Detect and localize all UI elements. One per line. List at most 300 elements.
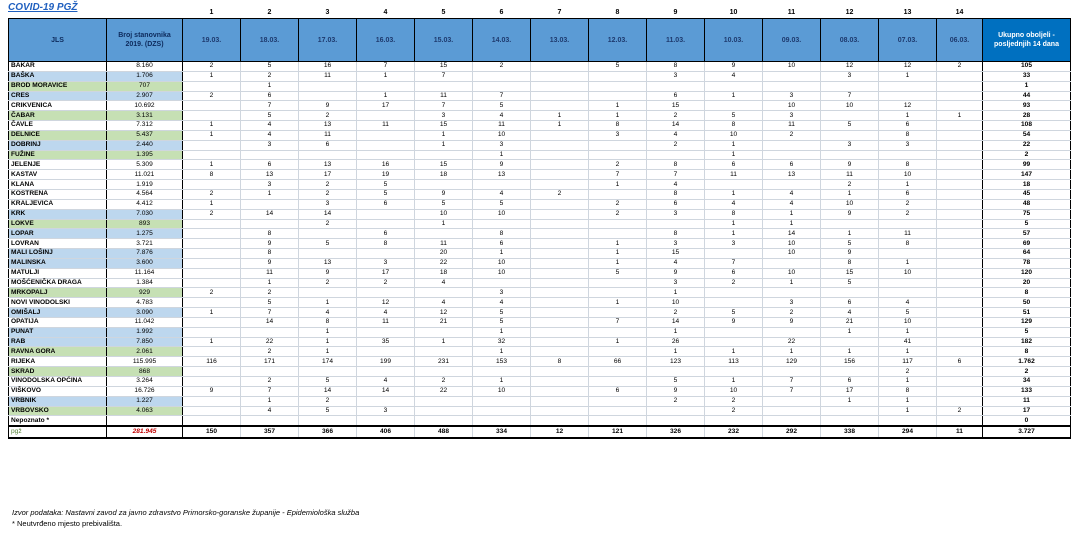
case-count-cell: 9 — [821, 249, 879, 259]
table-row — [9, 111, 1071, 121]
case-count-cell — [183, 396, 241, 406]
municipality-name: DELNICE — [9, 130, 107, 140]
case-count-cell: 3 — [705, 239, 763, 249]
case-count-cell: 14 — [357, 386, 415, 396]
case-count-cell — [531, 298, 589, 308]
case-count-cell — [589, 140, 647, 150]
case-count-cell: 2 — [241, 71, 299, 81]
table-row — [9, 406, 1071, 416]
case-count-cell — [531, 130, 589, 140]
case-count-cell — [531, 140, 589, 150]
population-cell — [107, 416, 183, 426]
table-row — [9, 180, 1071, 190]
case-count-cell: 15 — [415, 62, 473, 72]
case-count-cell — [357, 140, 415, 150]
case-count-cell: 4 — [473, 298, 531, 308]
case-count-cell: 13 — [473, 170, 531, 180]
case-count-cell — [879, 278, 937, 288]
case-count-cell: 1 — [821, 189, 879, 199]
case-count-cell: 7 — [763, 386, 821, 396]
case-count-cell — [937, 377, 983, 387]
case-count-cell — [415, 180, 473, 190]
population-cell: 10.692 — [107, 101, 183, 111]
case-count-cell: 2 — [937, 62, 983, 72]
column-number: 6 — [499, 8, 504, 16]
total-cell: 108 — [983, 121, 1071, 131]
case-count-cell: 3 — [415, 111, 473, 121]
municipality-name: SKRAD — [9, 367, 107, 377]
case-count-cell — [705, 288, 763, 298]
case-count-cell — [821, 130, 879, 140]
case-count-cell — [183, 347, 241, 357]
case-count-cell — [647, 81, 705, 91]
case-count-cell: 1 — [183, 130, 241, 140]
case-count-cell — [879, 91, 937, 101]
case-count-cell: 5 — [357, 180, 415, 190]
case-count-cell: 4 — [357, 377, 415, 387]
table-row — [9, 121, 1071, 131]
case-count-cell: 10 — [821, 199, 879, 209]
case-count-cell: 12 — [357, 298, 415, 308]
municipality-name: BAŠKA — [9, 71, 107, 81]
case-count-cell: 10 — [879, 317, 937, 327]
case-count-cell — [531, 71, 589, 81]
case-count-cell: 1 — [705, 150, 763, 160]
case-count-cell — [589, 189, 647, 199]
column-number: 2 — [267, 8, 272, 16]
population-cell: 115.995 — [107, 357, 183, 367]
case-count-cell: 231 — [415, 357, 473, 367]
case-count-cell: 4 — [705, 199, 763, 209]
case-count-cell: 1 — [879, 111, 937, 121]
case-count-cell — [299, 81, 357, 91]
population-cell: 4.783 — [107, 298, 183, 308]
case-count-cell — [705, 180, 763, 190]
case-count-cell — [937, 180, 983, 190]
case-count-cell: 5 — [821, 121, 879, 131]
case-count-cell — [473, 278, 531, 288]
case-count-cell: 6 — [705, 160, 763, 170]
case-count-cell: 2 — [183, 209, 241, 219]
case-count-cell: 1 — [415, 140, 473, 150]
case-count-cell: 7 — [647, 170, 705, 180]
total-cell: 69 — [983, 239, 1071, 249]
total-cell: 1 — [983, 81, 1071, 91]
case-count-cell: 11 — [763, 121, 821, 131]
case-count-cell — [183, 249, 241, 259]
case-count-cell — [589, 347, 647, 357]
case-count-cell: 10 — [473, 268, 531, 278]
case-count-cell: 1 — [299, 347, 357, 357]
case-count-cell — [821, 81, 879, 91]
case-count-cell — [183, 367, 241, 377]
case-count-cell: 5 — [647, 377, 705, 387]
case-count-cell: 5 — [473, 308, 531, 318]
case-count-cell: 10 — [473, 258, 531, 268]
case-count-cell — [589, 71, 647, 81]
sum-count-cell: 232 — [705, 426, 763, 438]
case-count-cell: 2 — [705, 396, 763, 406]
case-count-cell: 3 — [589, 130, 647, 140]
case-count-cell: 2 — [299, 219, 357, 229]
case-count-cell: 16 — [299, 62, 357, 72]
table-row — [9, 337, 1071, 347]
case-count-cell: 1 — [705, 219, 763, 229]
population-cell: 868 — [107, 367, 183, 377]
sum-count-cell: 406 — [357, 426, 415, 438]
municipality-name: VRBOVSKO — [9, 406, 107, 416]
case-count-cell: 1 — [183, 71, 241, 81]
case-count-cell — [589, 308, 647, 318]
table-row — [9, 347, 1071, 357]
case-count-cell: 171 — [241, 357, 299, 367]
case-count-cell — [183, 180, 241, 190]
case-count-cell — [937, 150, 983, 160]
case-count-cell — [705, 416, 763, 426]
total-cell: 105 — [983, 62, 1071, 72]
case-count-cell — [937, 91, 983, 101]
case-count-cell: 9 — [241, 258, 299, 268]
case-count-cell — [937, 229, 983, 239]
case-count-cell — [705, 327, 763, 337]
total-cell: 45 — [983, 189, 1071, 199]
case-count-cell: 11 — [473, 121, 531, 131]
case-count-cell: 2 — [241, 377, 299, 387]
case-count-cell — [183, 416, 241, 426]
case-count-cell: 2 — [589, 209, 647, 219]
municipality-name: CRES — [9, 91, 107, 101]
case-count-cell: 14 — [299, 386, 357, 396]
population-cell: 3.264 — [107, 377, 183, 387]
case-count-cell — [589, 416, 647, 426]
case-count-cell: 12 — [415, 308, 473, 318]
municipality-name: PUNAT — [9, 327, 107, 337]
case-count-cell: 11 — [821, 170, 879, 180]
case-count-cell — [763, 258, 821, 268]
case-count-cell — [937, 239, 983, 249]
case-count-cell: 10 — [879, 268, 937, 278]
case-count-cell — [937, 258, 983, 268]
case-count-cell — [763, 396, 821, 406]
case-count-cell: 1 — [183, 337, 241, 347]
case-count-cell: 17 — [821, 386, 879, 396]
case-count-cell: 13 — [763, 170, 821, 180]
case-count-cell: 3 — [299, 199, 357, 209]
sum-count-cell: 12 — [531, 426, 589, 438]
case-count-cell — [473, 71, 531, 81]
case-count-cell: 2 — [589, 199, 647, 209]
municipality-name: LOPAR — [9, 229, 107, 239]
total-cell: 5 — [983, 219, 1071, 229]
case-count-cell: 10 — [705, 386, 763, 396]
municipality-name: LOVRAN — [9, 239, 107, 249]
case-count-cell — [183, 229, 241, 239]
population-cell: 7.876 — [107, 249, 183, 259]
case-count-cell — [647, 367, 705, 377]
case-count-cell — [473, 396, 531, 406]
case-count-cell — [357, 416, 415, 426]
case-count-cell — [531, 268, 589, 278]
total-cell: 44 — [983, 91, 1071, 101]
column-number-row — [9, 7, 1071, 19]
case-count-cell: 5 — [705, 308, 763, 318]
case-count-cell: 6 — [241, 91, 299, 101]
case-count-cell — [531, 209, 589, 219]
case-count-cell: 3 — [647, 278, 705, 288]
case-count-cell: 5 — [299, 239, 357, 249]
case-count-cell — [357, 209, 415, 219]
case-count-cell: 5 — [821, 278, 879, 288]
case-count-cell: 11 — [705, 170, 763, 180]
case-count-cell — [937, 347, 983, 357]
case-count-cell: 6 — [879, 121, 937, 131]
case-count-cell: 1 — [473, 347, 531, 357]
case-count-cell: 9 — [183, 386, 241, 396]
case-count-cell — [937, 337, 983, 347]
case-count-cell — [415, 416, 473, 426]
municipality-name: NOVI VINODOLSKI — [9, 298, 107, 308]
case-count-cell: 8 — [647, 62, 705, 72]
case-count-cell: 9 — [299, 101, 357, 111]
case-count-cell — [763, 71, 821, 81]
sum-count-cell: 334 — [473, 426, 531, 438]
case-count-cell: 12 — [879, 101, 937, 111]
source-note: Izvor podataka: Nastavni zavod za javno zdravstvo Primorsko-goranske županije - Epidemiološka služba — [12, 508, 360, 517]
case-count-cell: 1 — [415, 337, 473, 347]
municipality-name: OPATIJA — [9, 317, 107, 327]
municipality-name: BROD MORAVICE — [9, 81, 107, 91]
case-count-cell — [879, 150, 937, 160]
table-row — [9, 229, 1071, 239]
total-cell: 120 — [983, 268, 1071, 278]
case-count-cell: 10 — [705, 130, 763, 140]
case-count-cell — [763, 81, 821, 91]
case-count-cell — [531, 288, 589, 298]
case-count-cell — [937, 367, 983, 377]
case-count-cell — [937, 71, 983, 81]
case-count-cell: 10 — [473, 209, 531, 219]
case-count-cell — [357, 130, 415, 140]
case-count-cell: 22 — [763, 337, 821, 347]
municipality-name: KRALJEVICA — [9, 199, 107, 209]
case-count-cell — [415, 288, 473, 298]
case-count-cell: 1 — [821, 327, 879, 337]
case-count-cell: 7 — [357, 62, 415, 72]
case-count-cell — [937, 219, 983, 229]
municipality-name: MALINSKA — [9, 258, 107, 268]
sum-count-cell: 11 — [937, 426, 983, 438]
case-count-cell — [183, 150, 241, 160]
case-count-cell — [763, 416, 821, 426]
case-count-cell — [299, 229, 357, 239]
case-count-cell: 2 — [647, 396, 705, 406]
municipality-name: KRK — [9, 209, 107, 219]
case-count-cell: 1 — [705, 347, 763, 357]
case-count-cell — [183, 219, 241, 229]
case-count-cell — [183, 81, 241, 91]
column-number: 9 — [673, 8, 678, 16]
case-count-cell: 1 — [589, 101, 647, 111]
case-count-cell: 5 — [473, 317, 531, 327]
case-count-cell — [937, 249, 983, 259]
total-cell: 22 — [983, 140, 1071, 150]
case-count-cell — [531, 239, 589, 249]
case-count-cell: 8 — [241, 229, 299, 239]
table-row — [9, 386, 1071, 396]
case-count-cell: 1 — [415, 219, 473, 229]
case-count-cell: 4 — [415, 278, 473, 288]
case-count-cell: 2 — [879, 367, 937, 377]
case-count-cell — [937, 121, 983, 131]
case-count-cell: 5 — [705, 111, 763, 121]
table-row — [9, 140, 1071, 150]
case-count-cell: 6 — [589, 386, 647, 396]
case-count-cell — [531, 81, 589, 91]
case-count-cell: 9 — [647, 386, 705, 396]
sum-total: 3.727 — [983, 426, 1071, 438]
case-count-cell: 1 — [763, 347, 821, 357]
case-count-cell: 1 — [241, 278, 299, 288]
municipality-name: VRBNIK — [9, 396, 107, 406]
case-count-cell: 1 — [705, 229, 763, 239]
column-number: 1 — [209, 8, 214, 16]
case-count-cell — [937, 81, 983, 91]
date-header: 06.03. — [937, 19, 983, 62]
municipality-name: OMIŠALJ — [9, 308, 107, 318]
case-count-cell — [879, 288, 937, 298]
case-count-cell: 8 — [705, 209, 763, 219]
case-count-cell — [531, 317, 589, 327]
case-count-cell: 9 — [821, 160, 879, 170]
case-count-cell: 9 — [241, 239, 299, 249]
case-count-cell: 8 — [473, 229, 531, 239]
case-count-cell: 3 — [357, 406, 415, 416]
table-row — [9, 130, 1071, 140]
total-cell: 51 — [983, 308, 1071, 318]
case-count-cell: 14 — [647, 121, 705, 131]
case-count-cell — [531, 308, 589, 318]
case-count-cell: 5 — [589, 62, 647, 72]
total-cell: 129 — [983, 317, 1071, 327]
municipality-name: RAB — [9, 337, 107, 347]
case-count-cell: 2 — [183, 288, 241, 298]
case-count-cell: 1 — [473, 150, 531, 160]
total-cell: 182 — [983, 337, 1071, 347]
case-count-cell: 5 — [879, 308, 937, 318]
case-count-cell: 14 — [763, 229, 821, 239]
case-count-cell — [589, 406, 647, 416]
table-row — [9, 71, 1071, 81]
footnote: * Neutvrđeno mjesto prebivališta. — [12, 519, 123, 528]
population-cell: 3.090 — [107, 308, 183, 318]
case-count-cell: 4 — [763, 199, 821, 209]
total-cell: 2 — [983, 150, 1071, 160]
case-count-cell: 11 — [879, 229, 937, 239]
case-count-cell: 1 — [183, 160, 241, 170]
case-count-cell — [183, 406, 241, 416]
case-count-cell: 3 — [763, 298, 821, 308]
case-count-cell: 1 — [879, 406, 937, 416]
population-cell: 7.312 — [107, 121, 183, 131]
sum-label: pgž — [9, 426, 107, 438]
case-count-cell: 2 — [299, 111, 357, 121]
case-count-cell: 7 — [473, 91, 531, 101]
case-count-cell — [299, 288, 357, 298]
case-count-cell — [937, 170, 983, 180]
case-count-cell: 5 — [241, 111, 299, 121]
sum-count-cell: 294 — [879, 426, 937, 438]
case-count-cell: 2 — [937, 406, 983, 416]
case-count-cell — [531, 62, 589, 72]
case-count-cell — [589, 396, 647, 406]
table-row — [9, 416, 1071, 426]
case-count-cell: 1 — [705, 189, 763, 199]
case-count-cell: 1 — [705, 377, 763, 387]
case-count-cell — [531, 278, 589, 288]
case-count-cell — [183, 278, 241, 288]
column-number: 10 — [729, 8, 738, 16]
population-cell: 2.061 — [107, 347, 183, 357]
date-header: 11.03. — [647, 19, 705, 62]
table-row — [9, 308, 1071, 318]
case-count-cell: 156 — [821, 357, 879, 367]
total-cell: 54 — [983, 130, 1071, 140]
case-count-cell: 4 — [299, 308, 357, 318]
case-count-cell — [821, 219, 879, 229]
case-count-cell: 5 — [241, 62, 299, 72]
column-number: 3 — [325, 8, 330, 16]
case-count-cell: 19 — [357, 170, 415, 180]
date-header: 10.03. — [705, 19, 763, 62]
case-count-cell: 3 — [821, 140, 879, 150]
total-cell: 78 — [983, 258, 1071, 268]
case-count-cell: 4 — [705, 71, 763, 81]
case-count-cell: 8 — [821, 258, 879, 268]
municipality-name: VINODOLSKA OPĆINA — [9, 377, 107, 387]
case-count-cell — [821, 337, 879, 347]
case-count-cell — [357, 219, 415, 229]
case-count-cell — [879, 219, 937, 229]
population-cell: 2.440 — [107, 140, 183, 150]
case-count-cell: 1 — [879, 258, 937, 268]
case-count-cell: 5 — [299, 377, 357, 387]
case-count-cell — [589, 377, 647, 387]
case-count-cell: 10 — [879, 170, 937, 180]
population-cell: 1.395 — [107, 150, 183, 160]
case-count-cell: 2 — [241, 347, 299, 357]
sum-count-cell: 121 — [589, 426, 647, 438]
case-count-cell — [937, 416, 983, 426]
case-count-cell — [531, 347, 589, 357]
case-count-cell — [531, 229, 589, 239]
case-count-cell — [531, 258, 589, 268]
case-count-cell — [357, 396, 415, 406]
case-count-cell: 4 — [647, 258, 705, 268]
total-cell: 8 — [983, 347, 1071, 357]
case-count-cell — [937, 327, 983, 337]
municipality-name: MOŠĆENIČKA DRAGA — [9, 278, 107, 288]
case-count-cell: 3 — [241, 180, 299, 190]
case-count-cell: 17 — [299, 170, 357, 180]
case-count-cell: 66 — [589, 357, 647, 367]
case-count-cell: 2 — [879, 209, 937, 219]
table-row — [9, 298, 1071, 308]
case-count-cell: 2 — [415, 377, 473, 387]
date-header: 16.03. — [357, 19, 415, 62]
case-count-cell: 15 — [415, 121, 473, 131]
case-count-cell — [241, 416, 299, 426]
case-count-cell: 22 — [415, 386, 473, 396]
